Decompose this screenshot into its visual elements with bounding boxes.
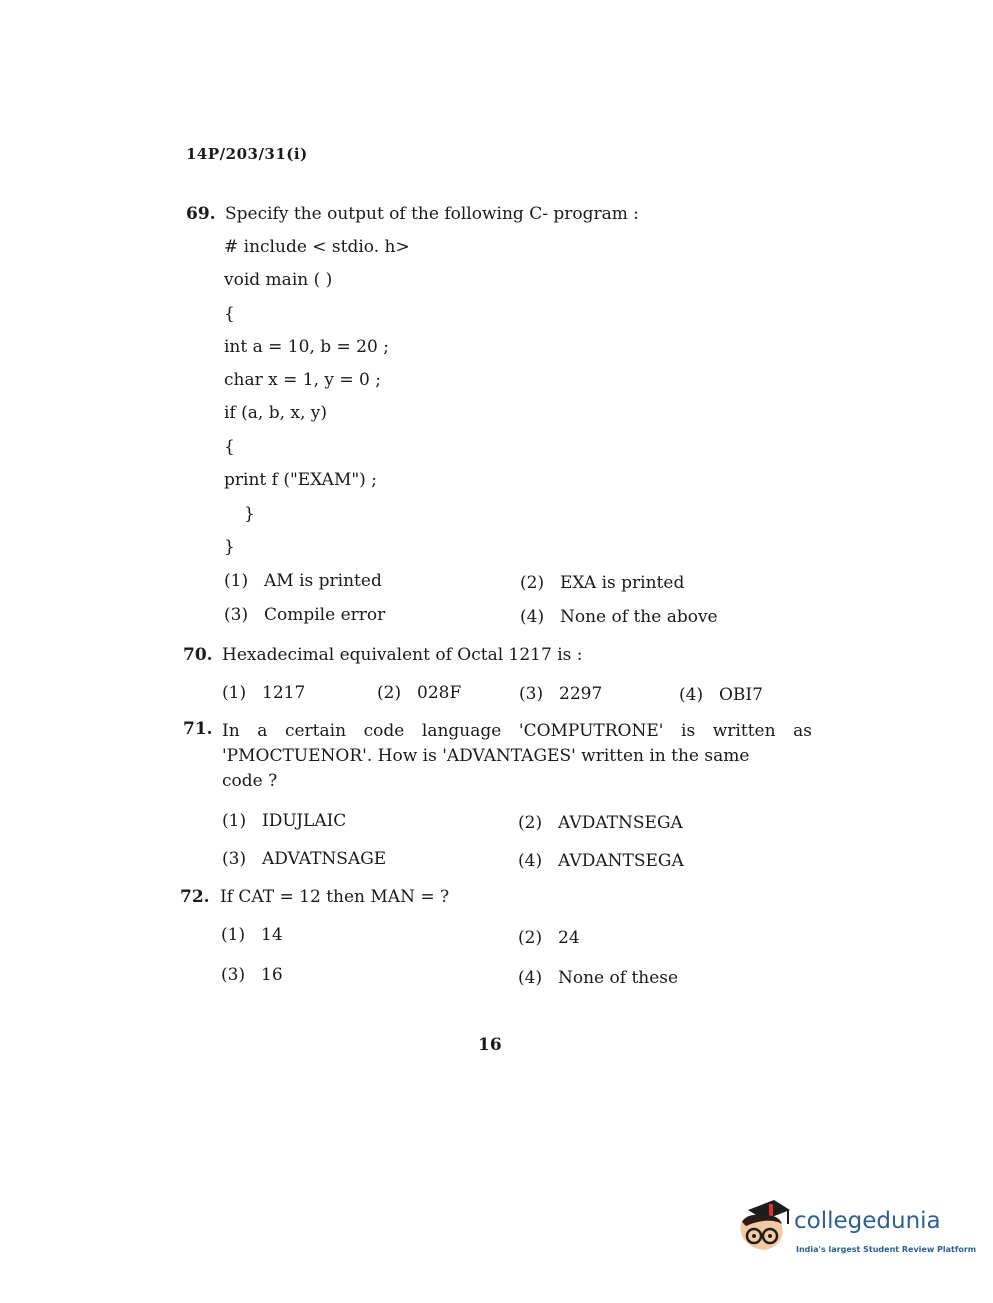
option-number: (4) [518,968,543,988]
question-text [222,719,812,794]
question-text: Specify the output of the following C- program : [225,204,640,224]
option-4 [518,851,684,871]
option-1 [222,683,305,703]
brand-name: collegedunia [794,1208,941,1234]
code-line: } [224,537,235,557]
option-text: None of these [558,968,679,988]
option-text: EXA is printed [560,573,685,593]
option-text: 14 [261,925,283,945]
option-text: AM is printed [264,571,382,591]
option-text: OBI7 [719,685,763,705]
code-line: } [244,504,255,524]
code-line: { [224,304,235,324]
mascot-icon [734,1196,794,1258]
option-1 [224,571,382,591]
question-line: In a certain code language 'COMPUTRONE' is written as [222,721,812,741]
code-line: if (a, b, x, y) [224,403,328,423]
option-2 [520,573,684,593]
option-text: 16 [261,965,283,985]
paper-code: 14P/203/31(i) [186,145,308,163]
option-number: (3) [224,605,249,625]
option-2 [377,683,461,703]
option-number: (3) [519,684,544,704]
code-line: void main ( ) [224,270,333,290]
option-number: (1) [222,683,247,703]
option-text: 028F [417,683,462,703]
option-number: (2) [377,683,402,703]
option-2 [518,813,683,833]
option-3 [519,684,602,704]
option-number: (3) [222,849,247,869]
option-4 [679,685,763,705]
code-line: int a = 10, b = 20 ; [224,337,389,357]
code-line: { [224,437,235,457]
option-number: (4) [518,851,543,871]
code-line: char x = 1, y = 0 ; [224,370,382,390]
option-number: (1) [222,811,247,831]
question-line: 'PMOCTUENOR'. How is 'ADVANTAGES' written in the same [222,746,750,766]
option-text: 1217 [262,683,306,703]
option-text: ADVATNSAGE [262,849,387,869]
option-4 [520,607,718,627]
option-text: 2297 [559,684,603,704]
option-number: (4) [679,685,704,705]
question-text: If CAT = 12 then MAN = ? [220,887,450,907]
question-text: Hexadecimal equivalent of Octal 1217 is : [222,645,583,665]
option-text: IDUJLAIC [262,811,347,831]
option-text: 24 [558,928,580,948]
question-line: code ? [222,771,278,791]
option-number: (1) [224,571,249,591]
code-line: # include < stdio. h> [224,237,410,257]
option-1 [222,811,346,831]
question-number: 70. [183,645,213,665]
option-number: (3) [221,965,246,985]
option-number: (2) [518,928,543,948]
option-text: AVDANTSEGA [558,851,684,871]
question-number: 69. [186,204,216,224]
page-number: 16 [478,1035,502,1055]
option-number: (1) [221,925,246,945]
option-number: (2) [518,813,543,833]
option-4 [518,968,678,988]
option-2 [518,928,580,948]
option-3 [222,849,386,869]
question-number: 72. [180,887,210,907]
question-number: 71. [183,719,213,739]
option-number: (2) [520,573,545,593]
option-text: None of the above [560,607,718,627]
option-3 [224,605,385,625]
option-3 [221,965,283,985]
brand-tagline: India's largest Student Review Platform [796,1245,977,1254]
option-number: (4) [520,607,545,627]
option-text: AVDATNSEGA [558,813,683,833]
option-1 [221,925,283,945]
option-text: Compile error [264,605,386,625]
code-line: print f ("EXAM") ; [224,470,377,490]
